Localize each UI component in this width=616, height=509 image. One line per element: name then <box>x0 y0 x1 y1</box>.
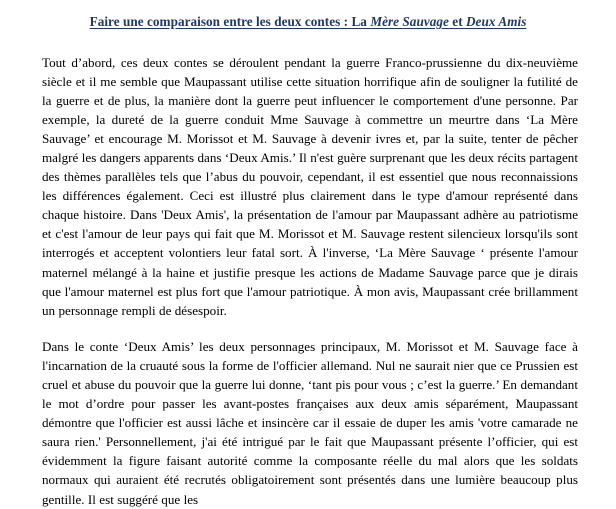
page-title-prefix: Faire une comparaison entre les deux contes : La <box>89 14 371 29</box>
page-title-conjunction: et <box>448 14 466 29</box>
page-title-work-two: Deux Amis <box>465 14 527 29</box>
body-paragraph: Tout d’abord, ces deux contes se déroulent pendant la guerre Franco-prussienne du dix-neuvième siècle et il me semble que Maupassant utilise cette situation horrifique afin de souligner la futilité de la guerre et de plus, la manière dont la guerre peut influencer le comportement d'une personne. Par exemple, la dureté de la guerre conduit Mme Sauvage à commettre un meurtre dans ‘La Mère Sauvage’ et encourage M. Morissot et M. Sauvage à devenir ivres et, par la suite, tenter de pêcher malgré les dangers apparents dans ‘Deux Amis.’ Il n'est guère surprenant que les deux récits partagent des thèmes parallèles tels que l’abus du pouvoir, cependant, il est essentiel que nous reconnaissions les différences également. Ceci est illustré plus clairement dans le type d'amour représenté dans chaque histoire. Dans 'Deux Amis', la présentation de l'amour par Maupassant adhère au patriotisme et c'est l'amour de leur pays qui fait que M. Morissot et M. Sauvage restent silencieux lorsqu'ils sont interrogés et acceptent volontiers leur fatal sort. À l'inverse, ‘La Mère Sauvage ‘ présente l'amour maternel mélangé à la haine et justifie presque les actions de Madame Sauvage parce que je dirais que l'amour maternel est plus fort que l'amour patriotique. À mon avis, Maupassant crée brillamment un personnage rempli de désespoir. <box>42 54 578 318</box>
document-body <box>0 31 616 509</box>
page-title-work-one: Mère Sauvage <box>370 14 449 29</box>
body-paragraph: Dans le conte ‘Deux Amis’ les deux personnages principaux, M. Morissot et M. Sauvage face à l'incarnation de la cruauté sous la forme de l'officier allemand. Nul ne saurait nier que ce Prussien est cruel et abuse du pouvoir que la guerre lui donne, ‘tant pis pour vous ; c’est la guerre.’ En demandant le mot d’ordre pour passer les avant-postes françaises aux deux amis séparément, Maupassant démontre que l'officier est aussi lâche et insincère car il essaie de duper les amis 'votre camarade ne saura rien.' Personnellement, j'ai été intrigué par le fait que Maupassant présente l’officier, qui est évidemment la figure faisant autorité comme la composante réelle du mal alors que les soldats normaux qui auraient été recrutés obligatoirement sont présentés dans une lumière beaucoup plus gentille. Il est suggéré que les <box>42 338 578 507</box>
page-title <box>0 0 616 31</box>
